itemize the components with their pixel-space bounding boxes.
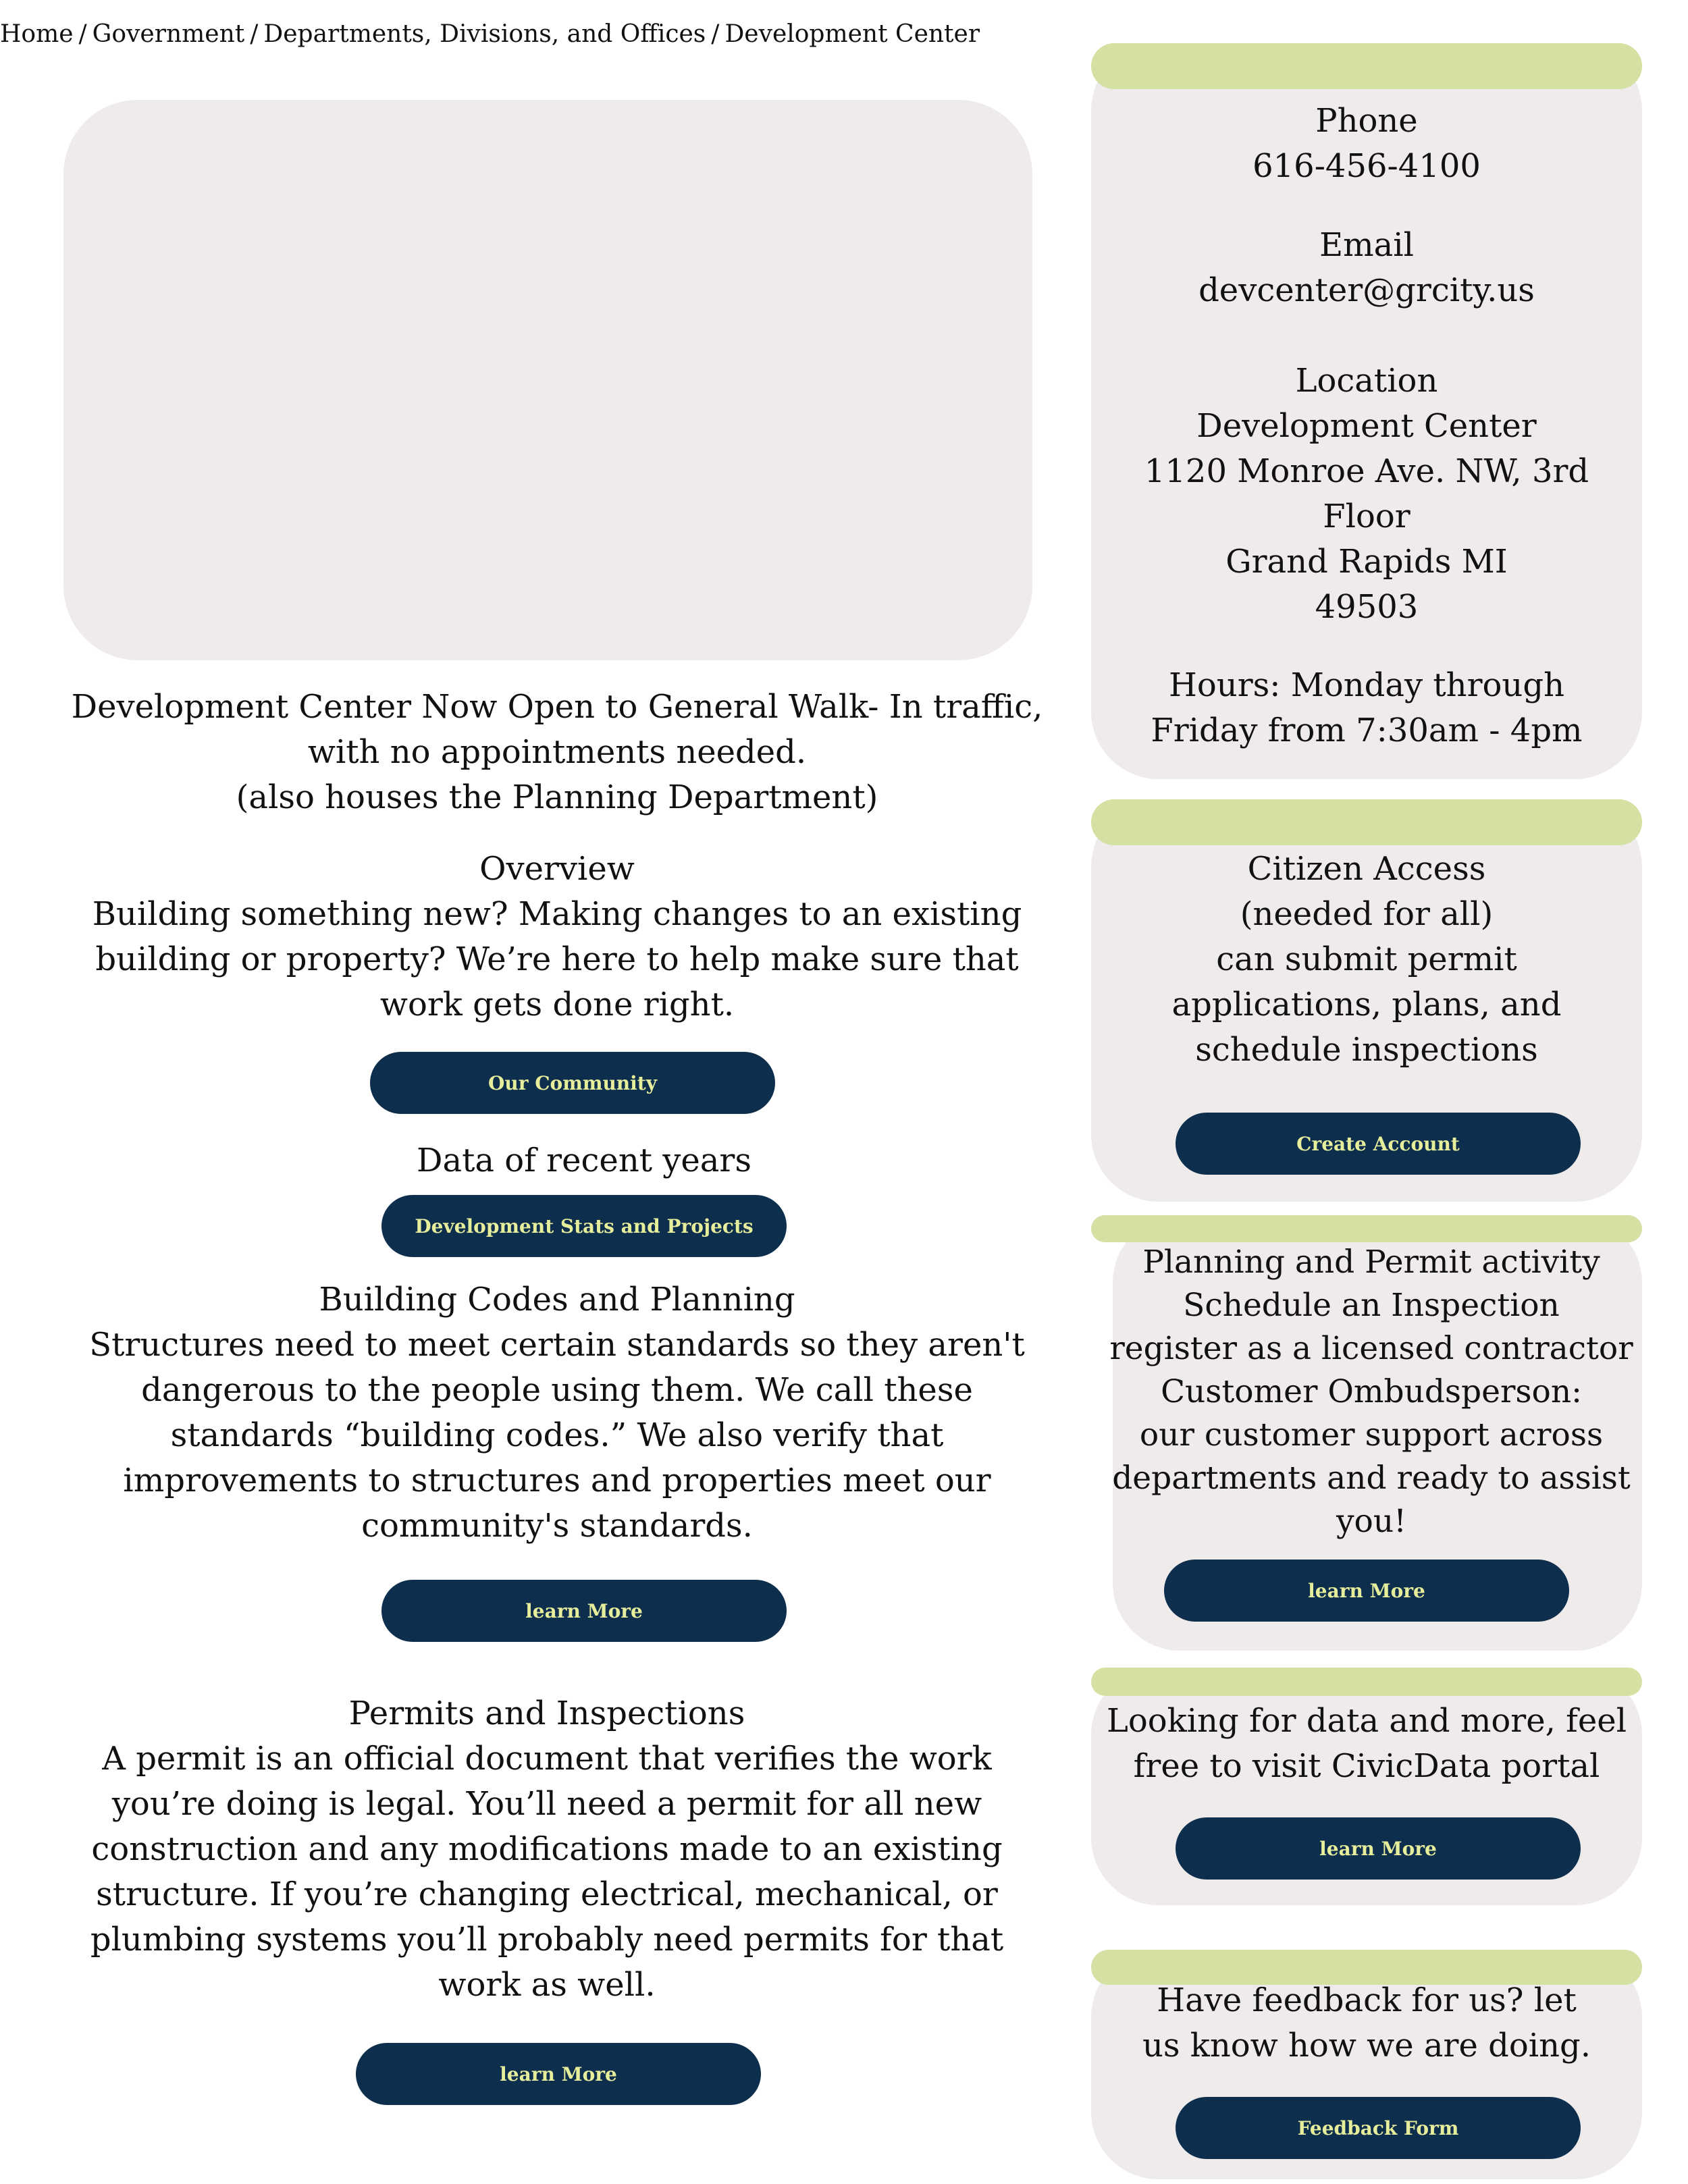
planning-line[interactable]: Planning and Permit activity [1142,1244,1600,1281]
contact-info [1091,99,1642,753]
contact-card-header-bar [1091,43,1642,89]
location-line: Development Center [1196,407,1537,445]
location-line: Grand Rapids MI [1225,543,1508,581]
announcement [41,685,1074,820]
civicdata-line: Looking for data and more, feel [1106,1702,1627,1740]
phone-number[interactable]: 616-456-4100 [1252,147,1481,185]
citizen-access-text [1091,847,1642,1073]
overview-heading: Overview [479,850,635,888]
planning-line[interactable]: register as a licensed contractor [1109,1330,1633,1367]
feedback-line: us know how we are doing. [1142,2027,1591,2065]
create-account-button[interactable]: Create Account [1176,1113,1581,1175]
building-codes-section [41,1277,1074,1549]
spacer [1091,313,1642,358]
email-label: Email [1319,226,1414,264]
permits-text-line: structure. If you’re changing electrical, mechanical, or [96,1875,998,1913]
civicdata-text [1091,1699,1642,1789]
permits-text-line: work as well. [438,1966,656,2004]
citizen-access-line: schedule inspections [1195,1031,1538,1069]
overview-text-line: Building something new? Making changes to an existing [92,895,1022,933]
location-line: 1120 Monroe Ave. NW, 3rd [1144,452,1589,490]
citizen-access-line: applications, plans, and [1171,986,1562,1023]
feedback-form-button[interactable]: Feedback Form [1176,2097,1581,2159]
hero-image [63,100,1032,660]
breadcrumb-separator: / [250,20,259,48]
location-label: Location [1295,362,1438,400]
planning-learn-more-button[interactable]: learn More [1164,1560,1569,1622]
building-codes-text-line: Structures need to meet certain standards so they aren't [89,1326,1025,1364]
civicdata-learn-more-button[interactable]: learn More [1176,1817,1581,1880]
building-codes-heading: Building Codes and Planning [319,1281,795,1319]
announcement-line: with no appointments needed. [307,733,807,771]
citizen-access-line: Citizen Access [1247,850,1486,888]
breadcrumb-separator: / [78,20,87,48]
permits-text-line: construction and any modifications made to an existing [91,1830,1003,1868]
phone-label: Phone [1315,102,1418,140]
spacer [1091,630,1642,663]
permits-section [41,1691,1053,2008]
building-codes-text-line: dangerous to the people using them. We call these [141,1371,973,1409]
planning-line: our customer support across [1139,1416,1604,1454]
permits-heading: Permits and Inspections [348,1695,745,1732]
overview-text-line: work gets done right. [379,986,735,1023]
development-stats-button[interactable]: Development Stats and Projects [381,1195,787,1257]
announcement-line: (also houses the Planning Department) [236,778,878,816]
planning-line[interactable]: Schedule an Inspection [1183,1287,1560,1324]
overview-section [41,847,1074,1028]
feedback-text [1091,1978,1642,2069]
feedback-line: Have feedback for us? let [1157,1981,1577,2019]
civicdata-line: free to visit CivicData portal [1133,1747,1600,1785]
location-line: Floor [1323,498,1410,535]
building-codes-text-line: community's standards. [361,1507,753,1545]
email-address[interactable]: devcenter@grcity.us [1198,271,1535,309]
breadcrumb-home[interactable]: Home [0,20,74,48]
planning-permit-header-bar [1091,1215,1642,1242]
permits-text-line: you’re doing is legal. You’ll need a permit for all new [111,1785,982,1823]
breadcrumb-current: Development Center [724,20,980,48]
announcement-line: Development Center Now Open to General Walk- In traffic, [71,688,1043,726]
location-line: 49503 [1315,588,1419,626]
planning-line: you! [1336,1503,1406,1540]
building-codes-learn-more-button[interactable]: learn More [381,1580,787,1642]
citizen-access-header-bar [1091,799,1642,845]
permits-text-line: plumbing systems you’ll probably need permits for that [90,1921,1004,1959]
citizen-access-line: (needed for all) [1240,895,1494,933]
building-codes-text-line: standards “building codes.” We also verify that [170,1416,944,1454]
planning-permit-text [1105,1241,1638,1543]
permits-text-line: A permit is an official document that verifies the work [102,1740,992,1778]
citizen-access-line: can submit permit [1216,940,1517,978]
hours-line: Friday from 7:30am - 4pm [1151,712,1583,749]
breadcrumb-government[interactable]: Government [92,20,245,48]
breadcrumb [0,20,980,48]
permits-learn-more-button[interactable]: learn More [356,2043,761,2105]
spacer [1091,189,1642,223]
planning-line: departments and ready to assist [1112,1460,1631,1497]
civicdata-header-bar [1091,1668,1642,1696]
our-community-button[interactable]: Our Community [370,1052,775,1114]
planning-line: Customer Ombudsperson: [1161,1373,1582,1410]
overview-text-line: building or property? We’re here to help make sure that [95,940,1019,978]
building-codes-text-line: improvements to structures and properties meet our [123,1462,991,1499]
breadcrumb-separator: / [711,20,720,48]
breadcrumb-departments[interactable]: Departments, Divisions, and Offices [263,20,706,48]
data-heading: Data of recent years [416,1142,751,1179]
hours-line: Hours: Monday through [1169,666,1564,704]
